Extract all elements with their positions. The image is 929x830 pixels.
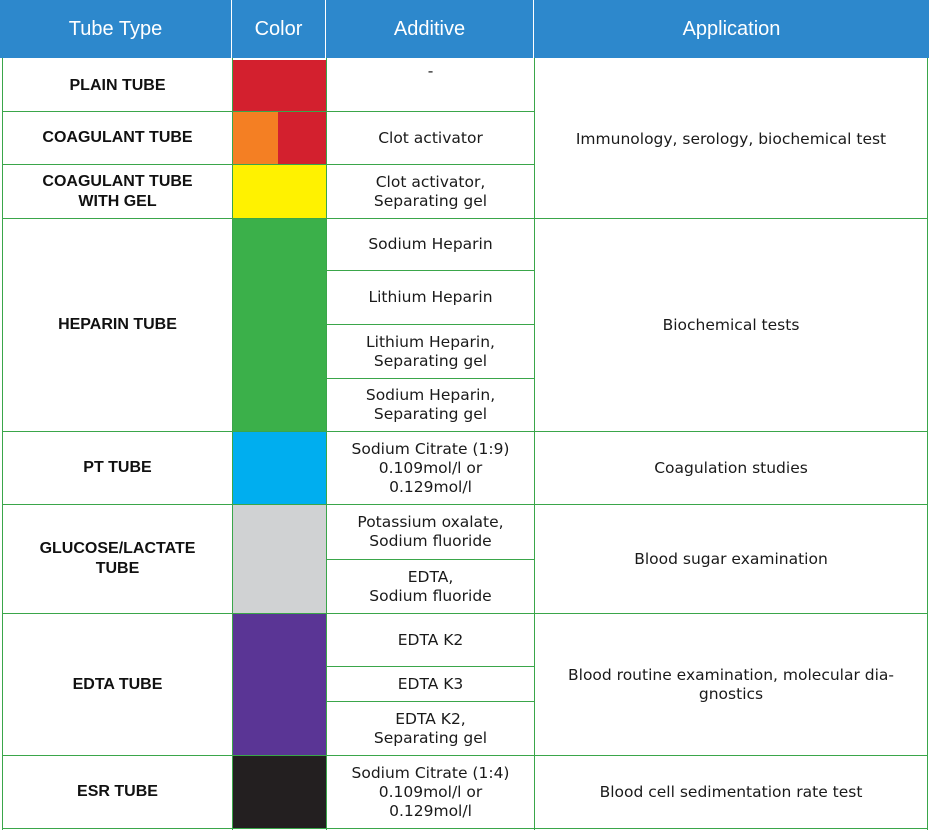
tube-type-label: HEPARIN TUBE: [58, 316, 177, 333]
header-color: Color: [232, 0, 326, 58]
swatch-black: [232, 756, 326, 828]
tube-type-cell: [3, 614, 232, 755]
additive-label: Lithium Heparin: [368, 288, 493, 306]
application-label: Coagulation studies: [654, 458, 808, 477]
tube-type-label: PT TUBE: [83, 459, 152, 476]
additive-label: Sodium Heparin, Separating gel: [365, 386, 496, 423]
additive-cell: [327, 62, 534, 92]
tube-type-cell: [3, 112, 232, 164]
additive-label: EDTA K2: [397, 630, 464, 649]
additive-label: EDTA K2, Separating gel: [373, 709, 488, 747]
application-cell: [535, 432, 927, 504]
application-label: Blood sugar examination: [634, 549, 828, 568]
tube-type-cell: [3, 756, 232, 828]
header-additive: Additive: [326, 0, 534, 58]
tube-type-label: EDTA TUBE: [72, 675, 163, 693]
application-cell: [535, 505, 927, 613]
additive-cell: [327, 325, 534, 378]
additive-label: Potassium oxalate, Sodium fluoride: [357, 513, 504, 550]
application-label: Biochemical tests: [662, 315, 800, 334]
tube-type-label: ESR TUBE: [77, 783, 158, 800]
tube-type-label: COAGULANT TUBE: [42, 129, 193, 146]
tube-type-cell: [3, 432, 232, 504]
application-label: Immunology, serology, biochemical test: [575, 129, 887, 148]
application-cell: [535, 60, 927, 218]
tube-type-label: COAGULANT TUBE WITH GEL: [42, 172, 193, 210]
application-cell: [535, 614, 927, 755]
additive-label: Clot activator: [378, 128, 483, 147]
additive-cell: [327, 432, 534, 504]
additive-cell: [327, 756, 534, 828]
additive-cell: [327, 505, 534, 559]
additive-cell: [327, 667, 534, 701]
application-cell: [535, 219, 927, 431]
additive-cell: [327, 614, 534, 666]
application-label: Blood routine examination, molecular dia- gnostics: [568, 665, 894, 703]
additive-cell: [327, 271, 534, 324]
grid-line: [232, 58, 233, 830]
swatch-yellow: [232, 165, 326, 218]
additive-label: -: [427, 62, 434, 80]
swatch-green: [232, 219, 326, 431]
header-application: Application: [534, 0, 929, 58]
additive-label: Sodium Heparin: [368, 235, 493, 253]
swatch-orange: [232, 112, 278, 164]
tube-type-cell: [3, 505, 232, 613]
additive-cell: [327, 379, 534, 431]
additive-label: EDTA K3: [397, 674, 464, 693]
additive-cell: [327, 219, 534, 270]
application-label: Blood cell sedimentation rate test: [599, 782, 863, 801]
header-tube-type: Tube Type: [0, 0, 232, 58]
additive-cell: [327, 165, 534, 218]
swatch-red: [232, 60, 326, 111]
swatch-red-half: [278, 112, 326, 164]
swatch-blue: [232, 432, 326, 504]
additive-cell: [327, 702, 534, 755]
additive-label: Lithium Heparin, Separating gel: [366, 332, 495, 370]
tube-type-cell: [3, 60, 232, 111]
additive-label: Sodium Citrate (1:4) 0.109mol/l or 0.129mol/l: [351, 763, 510, 820]
additive-cell: [327, 112, 534, 164]
grid-line: [2, 828, 928, 829]
tube-type-cell: [3, 165, 232, 218]
tube-type-cell: [3, 219, 232, 431]
grid-line: [927, 58, 928, 830]
tube-type-label: GLUCOSE/LACTATE TUBE: [39, 540, 196, 577]
swatch-gray: [232, 505, 326, 613]
additive-label: EDTA, Sodium fluoride: [369, 567, 492, 605]
tube-type-label: PLAIN TUBE: [69, 76, 166, 94]
additive-label: Sodium Citrate (1:9) 0.109mol/l or 0.129mol/l: [351, 439, 510, 496]
additive-label: Clot activator, Separating gel: [373, 172, 488, 210]
swatch-purple: [232, 614, 326, 755]
additive-cell: [327, 560, 534, 613]
application-cell: [535, 756, 927, 828]
